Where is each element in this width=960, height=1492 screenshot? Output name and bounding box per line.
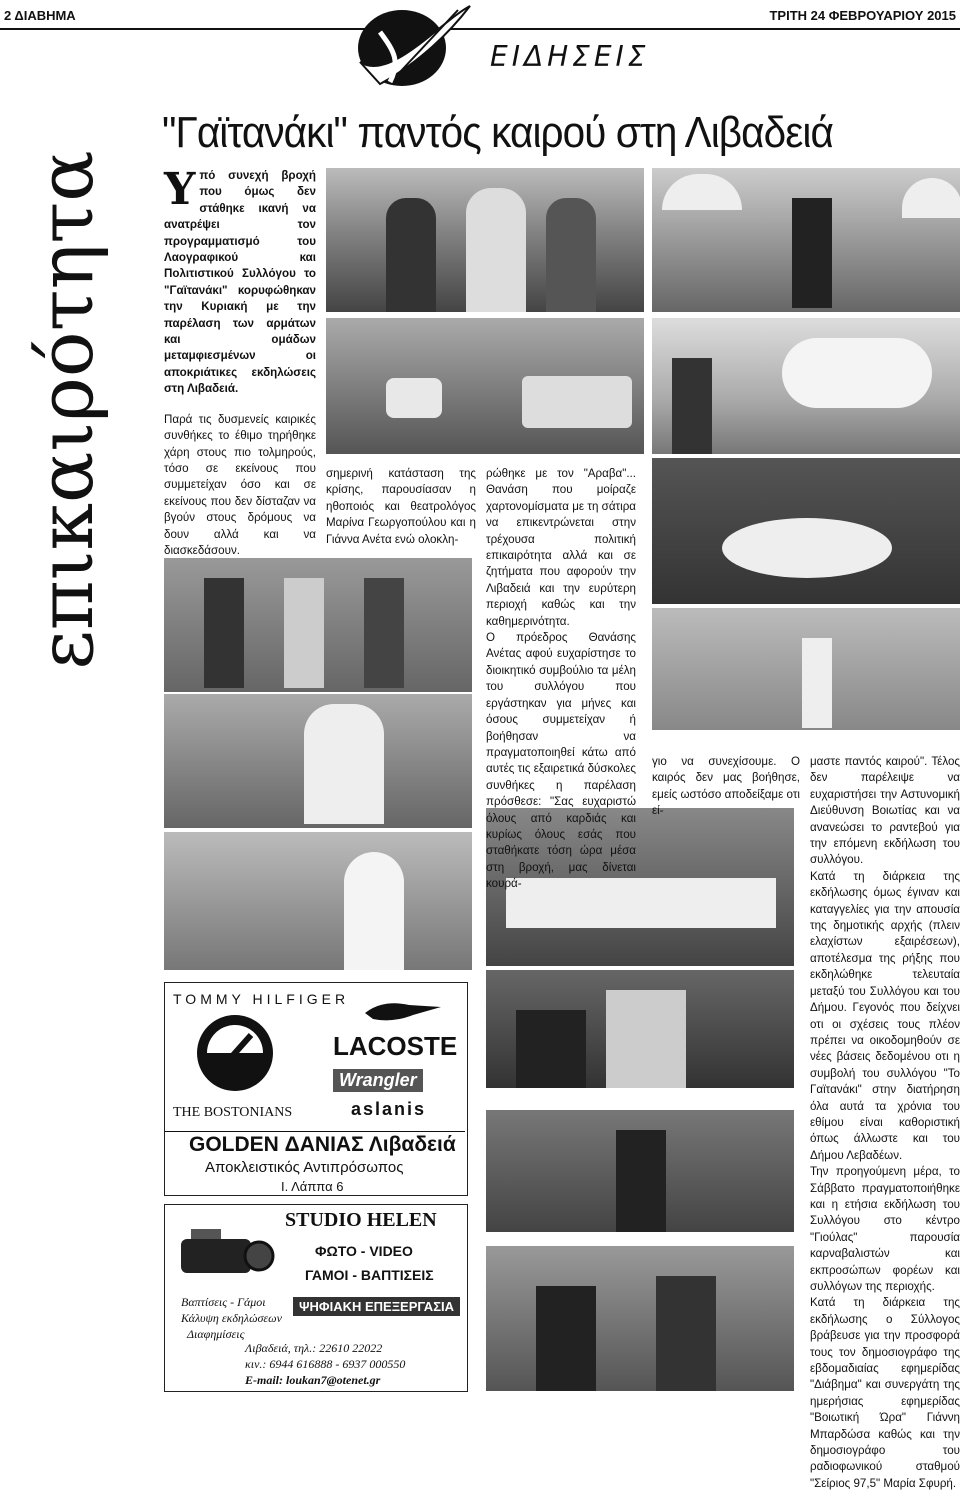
photo-parade-rain (652, 608, 960, 730)
photo-award-recipients (486, 1246, 794, 1391)
article-col-1 (164, 164, 316, 625)
header-rule (0, 28, 960, 30)
video-camera-icon (171, 1219, 281, 1289)
photo-dinner-table (652, 458, 960, 604)
article-lead: Υπό συνεχή βροχή που όμως δεν στάθηκε ικανή να ανατρέψει τον προγραμματισμό του Λαογραφικού και Πολιτιστικού Συλλόγου το "Γαϊτανάκι" κορυφώθηκαν την Κυριακή με την παρέλαση των αρμάτων και ομάδων μεταμφιεσμένων οι αποκριάτικες εκδηλώσεις στη Λιβαδειά. (164, 164, 316, 396)
photo-costumed-group (164, 558, 472, 692)
photo-horse-float (652, 318, 960, 454)
advertisement-studio-helen[interactable] (164, 1204, 468, 1392)
photo-carnival-costumes (326, 168, 644, 312)
brand-lacoste: LACOSTE (333, 1031, 458, 1061)
store-address: Ι. Λάππα 6 (281, 1179, 344, 1194)
studio-title: STUDIO HELEN (285, 1209, 437, 1231)
studio-line-photo: ΦΩΤΟ - VIDEO (315, 1243, 413, 1259)
store-name: GOLDEN ΔΑΝΙΑΣ Λιβαδειά (189, 1133, 456, 1156)
studio-service: Διαφημίσεις (187, 1327, 245, 1341)
article-headline: "Γαϊτανάκι" παντός καιρού στη Λιβαδειά (162, 108, 833, 157)
quill-logo-icon (340, 2, 480, 90)
studio-service: Βαπτίσεις - Γάμοι (181, 1295, 266, 1309)
dropcap: Υ (164, 164, 196, 215)
brand-bostonians: THE BOSTONIANS (173, 1105, 293, 1120)
page-number-label: 2 ΔΙΑΒΗΜΑ (4, 8, 76, 23)
photo-umbrellas-street (652, 168, 960, 312)
studio-contact-mobile: κιν.: 6944 616888 - 6937 000550 (245, 1357, 406, 1371)
photo-masks (164, 694, 472, 828)
photo-award-table (486, 970, 794, 1088)
photo-award-ceremony (486, 1110, 794, 1232)
photo-parade-vehicles (326, 318, 644, 454)
vertical-section-label: επικαιρότητα (21, 150, 110, 670)
studio-contact-email: E-mail: loukan7@otenet.gr (245, 1373, 381, 1387)
section-title: ΕΙΔΗΣΕΙΣ (490, 40, 650, 73)
article-col-3: ρώθηκε με τον "Αραβα"... Θανάση που μοίραζε χαρτονομίσματα με τη σάτιρα να επικεντρώνεται στην τρέχουσα πολιτική επικαιρότητα αλλά και σε ζητήματα που αφορούν την Λιβαδειά και την ευρύτερη περιοχή καθώς και την καθημερινότητα. Ο πρόεδρος Θανάσης Ανέτας αφού ευχαρίστησε το διοικητικό συμβούλιο τα μέλη του συλλόγου που εργάστηκαν για μήνες και όσους συμμετείχαν ή βοήθησαν να πραγματοποιηθεί κάτω από αυτές τις εξαιρετικά δύσκολες συνθήκες η παρέλαση πρόσθεσε: "Σας ευχαριστώ όλους από καρδιάς και κυρίως όλους εσάς που σταθήκατε τόση ώρα μέσα στη βροχή, μας δίνεται κουρά- (486, 467, 636, 891)
brand-aslanis: aslanis (351, 1099, 427, 1119)
article-col-5: μαστε παντός καιρού". Τέλος δεν παρέλειψε να ευχαριστήσει την Αστυνομική Διεύθυνση Βοιωτίας και να ανανεώσει το ραντεβού για την επόμενη εκδήλωση του συλλόγου. Κατά τη διάρκεια της εκδήλωσης όμως έγιναν και καταγγελίες για την απουσία της δημοτικής αρχής (πλειν ελαχίστων εξαιρέσεων), αποτέλεσμα της ρήξης που εκδηλώθηκε τελευταία μεταξύ του Συλλόγου και του Δήμου. Γεγονός που δείχνει οτι οι σχέσεις τους πλέον πρέπει να οικοδομηθούν σε νέες βάσεις δεδομένου οτι η συμβολή του συλλόγου "Το Γαϊτανάκι" στην διατήρηση όλα αυτά τα χρόνια του εθίμου είναι καθοριστική όπως άλλωστε και του Δήμου Λεβαδέων. Την προηγούμενη μέρα, το Σάββατο πραγματοποιήθηκε και η ετήσια εκδήλωση του Συλλόγου στο κέντρο "Γιούλας" παρουσία καρναβαλιστών και εκπροσώπων φορέων και συλλόγων της περιοχής. Κατά τη διάρκεια της εκδήλωσης ο Σύλλογος βράβευσε για την προσφορά τους τον δημοσιογράφο της εβδομαδιαίας εφημερίδας "Διάβημα" και συνεργάτη της ημερήσιας εφημερίδας "Βοιωτική Ώρα" Γιάννη Μπαρδώσα καθώς και την δημοσιογράφο του ραδιοφωνικού σταθμού "Σείριος 97,5" Μαρία Σφυρή. (810, 755, 960, 1490)
article-col-2: σημερινή κατάσταση της κρίσης, παρουσίασαν η ηθοποιός και θεατρολόγος Μαρίνα Γεωργοπούλου και η Γιάννα Ανέτα ενώ ολοκλη- (326, 467, 476, 546)
studio-contact-phone: Λιβαδειά, τηλ.: 22610 22022 (245, 1341, 383, 1355)
crocodile-icon (363, 993, 443, 1029)
studio-line-digital: ΨΗΦΙΑΚΗ ΕΠΕΞΕΡΓΑΣΙΑ (293, 1297, 460, 1316)
brand-wrangler: Wrangler (333, 1069, 423, 1092)
store-tagline: Αποκλειστικός Αντιπρόσωπος (205, 1159, 404, 1176)
advertisement-golden-danias[interactable] (164, 982, 468, 1196)
article-col-4: γιο να συνεχίσουμε. Ο καιρός δεν μας βοήθησε, εμείς ωστόσο αποδείξαμε οτι εί- (652, 755, 800, 818)
brand-tommy: TOMMY HILFIGER (173, 991, 350, 1007)
studio-service: Κάλυψη εκδηλώσεων (181, 1311, 282, 1325)
issue-date: ΤΡΙΤΗ 24 ΦΕΒΡΟΥΑΡΙΟΥ 2015 (769, 8, 956, 23)
photo-white-costumes (164, 832, 472, 970)
article-paragraph: Παρά τις δυσμενείς καιρικές συνθήκες το έθιμο τηρήθηκε χάρη στους πιο τολμηρούς, τόσο σε εκείνους που συμμετείχαν όσο και σε εκείνους που δεν δίσταζαν να βγούν στους δρόμους να δουν αλλά και να διασκεδάσουν. (164, 412, 316, 557)
studio-line-weddings: ΓΑΜΟΙ - ΒΑΠΤΙΣΕΙΣ (305, 1267, 434, 1283)
emblem-icon (195, 1013, 275, 1093)
